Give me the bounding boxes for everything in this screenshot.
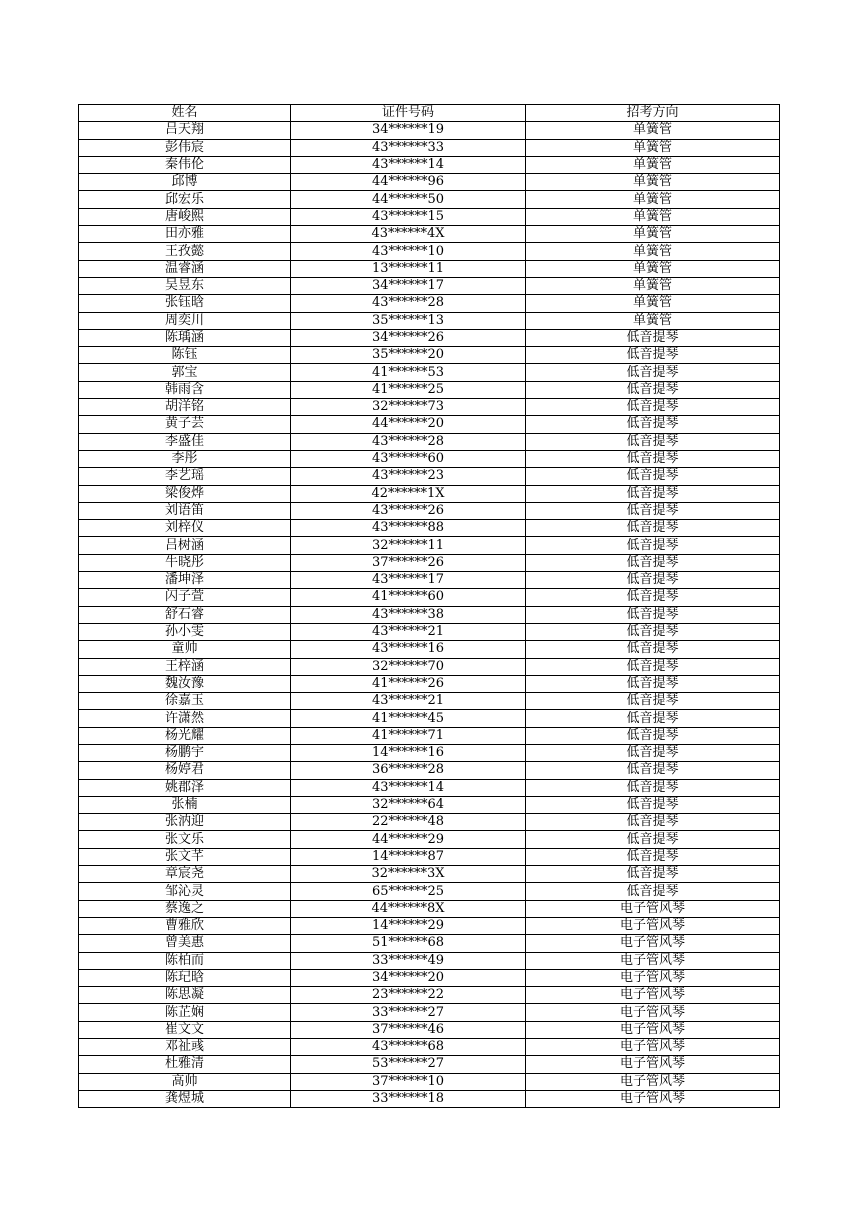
table-row <box>79 1090 780 1107</box>
table-row <box>79 312 780 329</box>
cell-direction: 低音提琴 <box>526 883 780 900</box>
table-row <box>79 554 780 571</box>
cell-name: 张钰晗 <box>79 295 291 312</box>
cell-name: 张文芊 <box>79 848 291 865</box>
cell-name: 邱博 <box>79 174 291 191</box>
cell-direction: 低音提琴 <box>526 848 780 865</box>
cell-id-number: 53******27 <box>291 1056 526 1073</box>
cell-id-number: 14******87 <box>291 848 526 865</box>
table-row <box>79 485 780 502</box>
cell-direction: 电子管风琴 <box>526 1090 780 1107</box>
cell-name: 吕树涵 <box>79 537 291 554</box>
table-row <box>79 727 780 744</box>
cell-direction: 低音提琴 <box>526 641 780 658</box>
cell-name: 王梓涵 <box>79 658 291 675</box>
cell-id-number: 35******13 <box>291 312 526 329</box>
cell-id-number: 32******3X <box>291 866 526 883</box>
table-row <box>79 693 780 710</box>
table-row <box>79 1004 780 1021</box>
cell-id-number: 43******38 <box>291 606 526 623</box>
cell-id-number: 36******28 <box>291 762 526 779</box>
cell-name: 姚郡泽 <box>79 779 291 796</box>
cell-name: 高帅 <box>79 1073 291 1090</box>
cell-id-number: 32******11 <box>291 537 526 554</box>
table-row <box>79 208 780 225</box>
cell-direction: 低音提琴 <box>526 658 780 675</box>
cell-name: 陈柏而 <box>79 952 291 969</box>
cell-id-number: 33******27 <box>291 1004 526 1021</box>
header-name: 姓名 <box>79 105 291 122</box>
cell-id-number: 43******60 <box>291 450 526 467</box>
cell-name: 秦伟伦 <box>79 156 291 173</box>
table-row <box>79 122 780 139</box>
cell-id-number: 43******33 <box>291 139 526 156</box>
cell-direction: 低音提琴 <box>526 623 780 640</box>
cell-direction: 电子管风琴 <box>526 969 780 986</box>
table-row <box>79 329 780 346</box>
cell-id-number: 35******20 <box>291 347 526 364</box>
cell-id-number: 23******22 <box>291 987 526 1004</box>
table-row <box>79 641 780 658</box>
table-row <box>79 537 780 554</box>
cell-direction: 电子管风琴 <box>526 1021 780 1038</box>
cell-id-number: 44******29 <box>291 831 526 848</box>
cell-id-number: 34******17 <box>291 277 526 294</box>
cell-name: 黄子芸 <box>79 416 291 433</box>
cell-direction: 低音提琴 <box>526 866 780 883</box>
cell-direction: 低音提琴 <box>526 554 780 571</box>
table-row <box>79 900 780 917</box>
cell-id-number: 14******29 <box>291 917 526 934</box>
table-row <box>79 1021 780 1038</box>
table-row <box>79 381 780 398</box>
cell-id-number: 34******19 <box>291 122 526 139</box>
cell-id-number: 43******14 <box>291 156 526 173</box>
cell-id-number: 33******49 <box>291 952 526 969</box>
cell-direction: 单簧管 <box>526 243 780 260</box>
table-row <box>79 572 780 589</box>
cell-name: 李盛佳 <box>79 433 291 450</box>
table-row <box>79 883 780 900</box>
cell-direction: 电子管风琴 <box>526 1039 780 1056</box>
cell-direction: 低音提琴 <box>526 710 780 727</box>
cell-name: 曹雅欣 <box>79 917 291 934</box>
cell-direction: 单簧管 <box>526 191 780 208</box>
cell-id-number: 43******28 <box>291 295 526 312</box>
cell-direction: 低音提琴 <box>526 364 780 381</box>
cell-id-number: 44******20 <box>291 416 526 433</box>
cell-name: 李艺瑶 <box>79 468 291 485</box>
table-row <box>79 796 780 813</box>
cell-name: 周奕川 <box>79 312 291 329</box>
cell-name: 陈思凝 <box>79 987 291 1004</box>
cell-id-number: 44******8X <box>291 900 526 917</box>
cell-name: 王孜懿 <box>79 243 291 260</box>
cell-name: 张汭迎 <box>79 814 291 831</box>
table-row <box>79 866 780 883</box>
cell-direction: 单簧管 <box>526 156 780 173</box>
cell-direction: 单簧管 <box>526 174 780 191</box>
cell-direction: 低音提琴 <box>526 589 780 606</box>
cell-name: 崔文文 <box>79 1021 291 1038</box>
table-row <box>79 831 780 848</box>
cell-direction: 低音提琴 <box>526 468 780 485</box>
cell-name: 潘坤泽 <box>79 572 291 589</box>
cell-name: 温睿涵 <box>79 260 291 277</box>
table-row <box>79 260 780 277</box>
table-row <box>79 295 780 312</box>
cell-id-number: 43******17 <box>291 572 526 589</box>
table-row <box>79 623 780 640</box>
table-row <box>79 762 780 779</box>
cell-direction: 低音提琴 <box>526 606 780 623</box>
cell-name: 杜雅清 <box>79 1056 291 1073</box>
table-row <box>79 347 780 364</box>
cell-name: 章宸尧 <box>79 866 291 883</box>
cell-name: 田亦雅 <box>79 226 291 243</box>
cell-name: 杨婷君 <box>79 762 291 779</box>
cell-name: 张文乐 <box>79 831 291 848</box>
cell-direction: 单簧管 <box>526 122 780 139</box>
cell-name: 刘语笛 <box>79 502 291 519</box>
cell-name: 刘梓仪 <box>79 520 291 537</box>
cell-direction: 电子管风琴 <box>526 1004 780 1021</box>
cell-direction: 低音提琴 <box>526 762 780 779</box>
table-row <box>79 450 780 467</box>
cell-id-number: 37******26 <box>291 554 526 571</box>
cell-id-number: 43******68 <box>291 1039 526 1056</box>
cell-name: 闪子萱 <box>79 589 291 606</box>
cell-name: 李彤 <box>79 450 291 467</box>
cell-id-number: 43******21 <box>291 623 526 640</box>
cell-direction: 低音提琴 <box>526 520 780 537</box>
cell-direction: 电子管风琴 <box>526 987 780 1004</box>
table-row <box>79 1039 780 1056</box>
cell-name: 邹沁灵 <box>79 883 291 900</box>
cell-name: 梁俊烨 <box>79 485 291 502</box>
cell-direction: 单簧管 <box>526 139 780 156</box>
cell-name: 吴昱东 <box>79 277 291 294</box>
cell-name: 陈钰 <box>79 347 291 364</box>
table-row <box>79 364 780 381</box>
table-row <box>79 191 780 208</box>
table-row <box>79 277 780 294</box>
cell-name: 吕天翔 <box>79 122 291 139</box>
table-row <box>79 520 780 537</box>
table-row <box>79 935 780 952</box>
cell-name: 唐峻熙 <box>79 208 291 225</box>
cell-id-number: 13******11 <box>291 260 526 277</box>
table-row <box>79 226 780 243</box>
cell-direction: 低音提琴 <box>526 485 780 502</box>
cell-name: 陈瑀涵 <box>79 329 291 346</box>
cell-direction: 低音提琴 <box>526 744 780 761</box>
cell-direction: 低音提琴 <box>526 831 780 848</box>
cell-direction: 低音提琴 <box>526 727 780 744</box>
cell-direction: 电子管风琴 <box>526 1073 780 1090</box>
cell-id-number: 41******53 <box>291 364 526 381</box>
cell-direction: 低音提琴 <box>526 347 780 364</box>
cell-direction: 低音提琴 <box>526 329 780 346</box>
cell-id-number: 37******10 <box>291 1073 526 1090</box>
cell-direction: 低音提琴 <box>526 675 780 692</box>
cell-name: 龚煜城 <box>79 1090 291 1107</box>
cell-name: 杨光耀 <box>79 727 291 744</box>
cell-id-number: 34******26 <box>291 329 526 346</box>
cell-direction: 低音提琴 <box>526 502 780 519</box>
cell-id-number: 43******21 <box>291 693 526 710</box>
cell-id-number: 33******18 <box>291 1090 526 1107</box>
cell-id-number: 37******46 <box>291 1021 526 1038</box>
table-row <box>79 848 780 865</box>
cell-id-number: 44******50 <box>291 191 526 208</box>
cell-name: 陈玘晗 <box>79 969 291 986</box>
table-row <box>79 606 780 623</box>
table-row <box>79 156 780 173</box>
cell-name: 杨鹏宇 <box>79 744 291 761</box>
cell-direction: 电子管风琴 <box>526 952 780 969</box>
cell-id-number: 43******10 <box>291 243 526 260</box>
cell-direction: 电子管风琴 <box>526 1056 780 1073</box>
cell-id-number: 41******26 <box>291 675 526 692</box>
table-row <box>79 917 780 934</box>
cell-name: 徐嘉玉 <box>79 693 291 710</box>
cell-id-number: 32******64 <box>291 796 526 813</box>
cell-direction: 单簧管 <box>526 208 780 225</box>
table-row <box>79 174 780 191</box>
cell-id-number: 42******1X <box>291 485 526 502</box>
cell-direction: 单簧管 <box>526 226 780 243</box>
table-row <box>79 433 780 450</box>
cell-direction: 低音提琴 <box>526 814 780 831</box>
cell-direction: 低音提琴 <box>526 779 780 796</box>
header-id-number: 证件号码 <box>291 105 526 122</box>
cell-direction: 电子管风琴 <box>526 917 780 934</box>
cell-name: 韩雨含 <box>79 381 291 398</box>
cell-name: 郭宝 <box>79 364 291 381</box>
table-row <box>79 952 780 969</box>
cell-name: 张楠 <box>79 796 291 813</box>
table-row <box>79 987 780 1004</box>
cell-id-number: 41******25 <box>291 381 526 398</box>
cell-id-number: 41******71 <box>291 727 526 744</box>
cell-id-number: 14******16 <box>291 744 526 761</box>
table-row <box>79 969 780 986</box>
cell-name: 胡洋铭 <box>79 399 291 416</box>
cell-name: 孙小雯 <box>79 623 291 640</box>
table-row <box>79 744 780 761</box>
table-row <box>79 468 780 485</box>
cell-direction: 低音提琴 <box>526 433 780 450</box>
cell-id-number: 32******73 <box>291 399 526 416</box>
cell-direction: 低音提琴 <box>526 416 780 433</box>
table-row <box>79 1056 780 1073</box>
cell-name: 牛晓彤 <box>79 554 291 571</box>
cell-name: 曾美惠 <box>79 935 291 952</box>
cell-direction: 低音提琴 <box>526 399 780 416</box>
cell-id-number: 22******48 <box>291 814 526 831</box>
cell-name: 童帅 <box>79 641 291 658</box>
table-row <box>79 589 780 606</box>
cell-id-number: 41******60 <box>291 589 526 606</box>
cell-direction: 低音提琴 <box>526 572 780 589</box>
table-row <box>79 675 780 692</box>
table-row <box>79 814 780 831</box>
cell-name: 许潇然 <box>79 710 291 727</box>
cell-id-number: 43******88 <box>291 520 526 537</box>
cell-id-number: 43******4X <box>291 226 526 243</box>
cell-id-number: 51******68 <box>291 935 526 952</box>
cell-id-number: 43******15 <box>291 208 526 225</box>
cell-id-number: 34******20 <box>291 969 526 986</box>
cell-direction: 电子管风琴 <box>526 935 780 952</box>
cell-id-number: 43******26 <box>291 502 526 519</box>
table-header <box>79 105 780 122</box>
table-row <box>79 502 780 519</box>
table-row <box>79 399 780 416</box>
cell-id-number: 41******45 <box>291 710 526 727</box>
cell-direction: 电子管风琴 <box>526 900 780 917</box>
cell-direction: 低音提琴 <box>526 537 780 554</box>
cell-direction: 低音提琴 <box>526 450 780 467</box>
cell-id-number: 44******96 <box>291 174 526 191</box>
cell-id-number: 32******70 <box>291 658 526 675</box>
table-row <box>79 710 780 727</box>
cell-direction: 单簧管 <box>526 295 780 312</box>
cell-name: 邓祉彧 <box>79 1039 291 1056</box>
cell-direction: 低音提琴 <box>526 381 780 398</box>
cell-name: 邱宏乐 <box>79 191 291 208</box>
cell-direction: 单簧管 <box>526 312 780 329</box>
table-row <box>79 139 780 156</box>
header-row <box>79 105 780 122</box>
header-direction: 招考方向 <box>526 105 780 122</box>
cell-id-number: 43******16 <box>291 641 526 658</box>
candidate-table <box>78 104 780 1108</box>
cell-id-number: 43******28 <box>291 433 526 450</box>
table-row <box>79 416 780 433</box>
cell-id-number: 43******14 <box>291 779 526 796</box>
cell-direction: 低音提琴 <box>526 693 780 710</box>
cell-direction: 单簧管 <box>526 277 780 294</box>
table-row <box>79 658 780 675</box>
cell-name: 彭伟宸 <box>79 139 291 156</box>
cell-id-number: 65******25 <box>291 883 526 900</box>
table-row <box>79 243 780 260</box>
cell-direction: 低音提琴 <box>526 796 780 813</box>
table-body <box>79 122 780 1108</box>
cell-name: 陈芷娴 <box>79 1004 291 1021</box>
table-row <box>79 779 780 796</box>
table-row <box>79 1073 780 1090</box>
cell-name: 舒石睿 <box>79 606 291 623</box>
cell-name: 魏汝豫 <box>79 675 291 692</box>
cell-name: 蔡逸之 <box>79 900 291 917</box>
cell-id-number: 43******23 <box>291 468 526 485</box>
cell-direction: 单簧管 <box>526 260 780 277</box>
